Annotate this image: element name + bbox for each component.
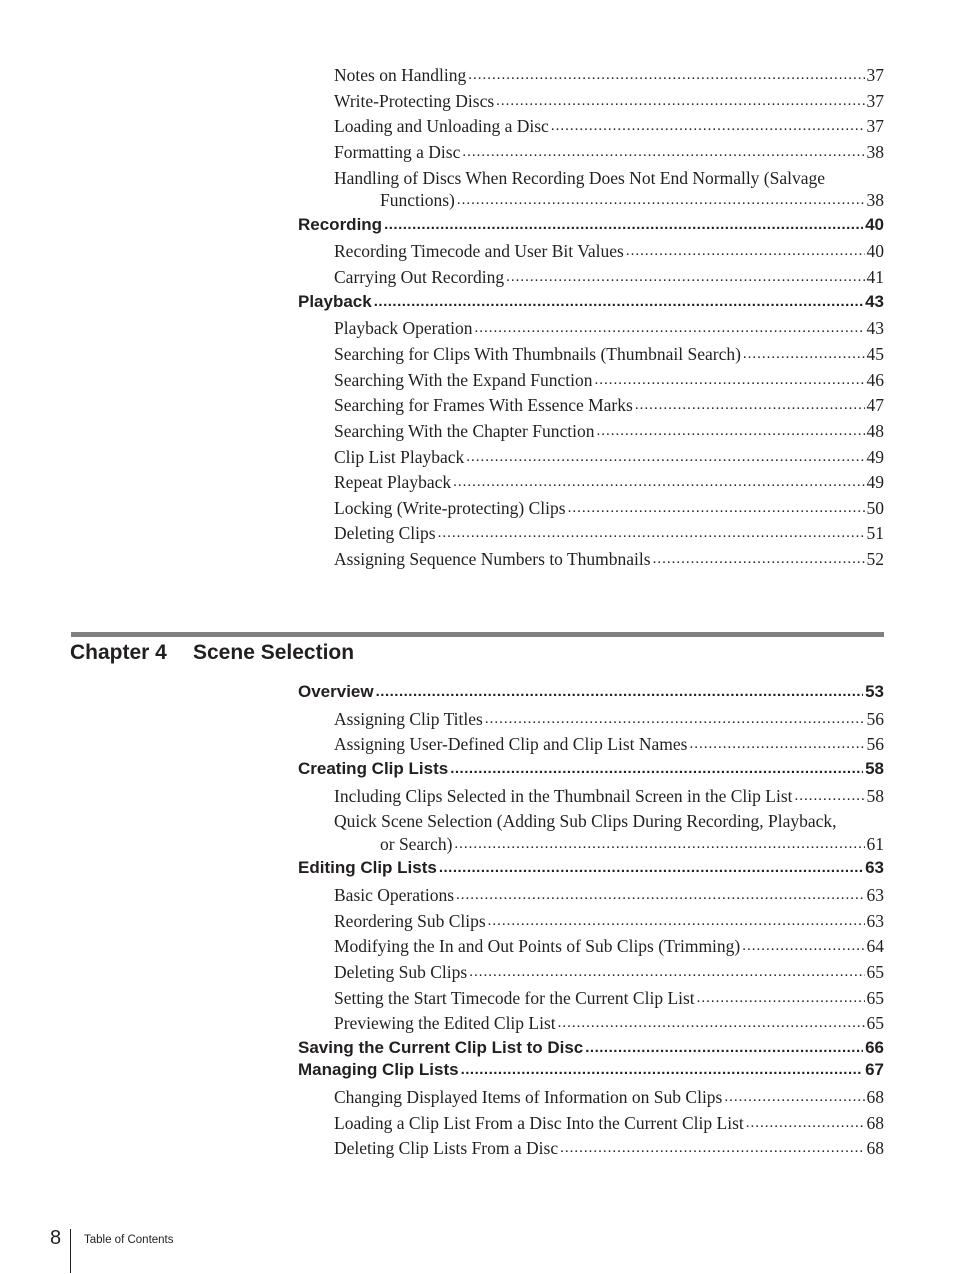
dot-leader <box>438 522 865 544</box>
toc-entry[interactable] <box>334 240 884 262</box>
toc-entry-title: Changing Displayed Items of Information on Sub Clips <box>334 1087 723 1107</box>
toc-section-page: 66 <box>865 1038 884 1057</box>
toc-entry-page: 68 <box>866 1113 884 1133</box>
dot-leader <box>469 961 864 983</box>
toc-entry-page: 38 <box>866 142 884 162</box>
toc-entry-salvage-line2[interactable] <box>380 189 884 211</box>
toc-entry[interactable] <box>334 471 884 493</box>
toc-entry-page: 63 <box>866 911 884 931</box>
toc-entry-title: Searching for Frames With Essence Marks <box>334 395 633 415</box>
dot-leader <box>697 987 865 1009</box>
toc-entry-title: Loading a Clip List From a Disc Into the Current Clip List <box>334 1113 744 1133</box>
dot-leader <box>439 857 863 879</box>
toc-entry-title: Deleting Sub Clips <box>334 962 468 982</box>
toc-entry[interactable] <box>334 733 884 755</box>
toc-entry-page: 38 <box>866 190 884 210</box>
dot-leader <box>496 90 864 112</box>
dot-leader <box>457 189 865 211</box>
toc-entry-page: 61 <box>866 834 884 854</box>
toc-entry-page: 41 <box>866 267 884 287</box>
toc-section-page: 58 <box>865 759 884 778</box>
dot-leader <box>462 141 864 163</box>
chapter-heading[interactable] <box>70 639 354 667</box>
toc-entry-page: 49 <box>866 447 884 467</box>
toc-entry-page: 43 <box>866 318 884 338</box>
toc-entry-title: Locking (Write-protecting) Clips <box>334 498 566 518</box>
toc-entry[interactable] <box>334 446 884 468</box>
toc-entry[interactable] <box>334 522 884 544</box>
toc-entry-title: Playback Operation <box>334 318 473 338</box>
toc-entry[interactable] <box>334 394 884 416</box>
toc-entry-title: Assigning Sequence Numbers to Thumbnails <box>334 549 651 569</box>
toc-entry-title: Write-Protecting Discs <box>334 91 495 111</box>
toc-entry-page: 48 <box>866 421 884 441</box>
toc-section-title: Creating Clip Lists <box>298 759 449 778</box>
toc-entry-quick-scene-line2[interactable] <box>380 833 884 855</box>
dot-leader <box>461 1059 864 1081</box>
dot-leader <box>724 1086 864 1108</box>
toc-entry-page: 68 <box>866 1138 884 1158</box>
toc-entry-notes-on-handling[interactable] <box>334 64 884 86</box>
toc-entry[interactable] <box>334 343 884 365</box>
toc-section-saving-clip-list[interactable] <box>298 1037 884 1059</box>
chapter-divider <box>71 632 884 637</box>
chapter-title: Scene Selection <box>193 641 355 664</box>
dot-leader <box>568 497 865 519</box>
dot-leader <box>742 935 864 957</box>
toc-entry-page: 63 <box>866 885 884 905</box>
toc-entry-title: Searching for Clips With Thumbnails (Thumbnail Search) <box>334 344 741 364</box>
dot-leader <box>595 369 865 391</box>
toc-entry-title: Recording Timecode and User Bit Values <box>334 241 624 261</box>
toc-entry-title: Modifying the In and Out Points of Sub Clips (Trimming) <box>334 936 741 956</box>
toc-entry-title: Basic Operations <box>334 885 455 905</box>
dot-leader <box>551 115 865 137</box>
toc-entry-quick-scene-line1[interactable]: Quick Scene Selection (Adding Sub Clips During Recording, Playback, <box>334 811 837 831</box>
toc-entry-title: Repeat Playback <box>334 472 452 492</box>
dot-leader <box>485 708 865 730</box>
toc-entry-title: Assigning Clip Titles <box>334 709 483 729</box>
toc-entry-title: Loading and Unloading a Disc <box>334 116 549 136</box>
toc-entry-title: Deleting Clips <box>334 523 436 543</box>
toc-section-page: 40 <box>865 215 884 234</box>
dot-leader <box>626 240 865 262</box>
toc-entry-loading-unloading-disc[interactable] <box>334 115 884 137</box>
dot-leader <box>746 1112 865 1134</box>
dot-leader <box>466 446 864 468</box>
dot-leader <box>558 1012 865 1034</box>
toc-entry-page: 49 <box>866 472 884 492</box>
toc-entry[interactable] <box>334 420 884 442</box>
toc-entry[interactable] <box>334 497 884 519</box>
dot-leader <box>450 758 863 780</box>
toc-entry-title: Reordering Sub Clips <box>334 911 486 931</box>
toc-entry[interactable] <box>334 987 884 1009</box>
toc-entry[interactable] <box>334 1012 884 1034</box>
toc-section-title: Editing Clip Lists <box>298 858 437 877</box>
dot-leader <box>596 420 864 442</box>
dot-leader <box>635 394 865 416</box>
dot-leader <box>453 471 864 493</box>
toc-entry[interactable] <box>334 961 884 983</box>
toc-entry-title: Searching With the Chapter Function <box>334 421 595 441</box>
page-number: 8 <box>50 1227 62 1249</box>
toc-entry-page: 37 <box>866 91 884 111</box>
toc-entry-title: Functions) <box>380 190 455 210</box>
toc-entry-title: Assigning User-Defined Clip and Clip List Names <box>334 734 688 754</box>
dot-leader <box>376 681 863 703</box>
toc-entry-page: 46 <box>866 370 884 390</box>
toc-section-page: 67 <box>865 1060 884 1079</box>
toc-entry[interactable] <box>334 317 884 339</box>
toc-entry-page: 65 <box>866 962 884 982</box>
toc-section-managing-clip-lists[interactable] <box>298 1059 884 1081</box>
dot-leader <box>690 733 865 755</box>
toc-entry[interactable] <box>334 1112 884 1134</box>
toc-section-overview[interactable] <box>298 681 884 703</box>
toc-entry-title: Previewing the Edited Clip List <box>334 1013 556 1033</box>
toc-entry-title: Clip List Playback <box>334 447 465 467</box>
toc-entry-title: Searching With the Expand Function <box>334 370 593 390</box>
toc-entry-title: Formatting a Disc <box>334 142 461 162</box>
toc-section-playback[interactable] <box>298 291 884 313</box>
dot-leader <box>374 291 863 313</box>
toc-section-title: Managing Clip Lists <box>298 1060 459 1079</box>
toc-entry-salvage-line1[interactable]: Handling of Discs When Recording Does Not End Normally (Salvage <box>334 168 826 188</box>
toc-section-page: 63 <box>865 858 884 877</box>
dot-leader <box>743 343 865 365</box>
toc-entry-page: 51 <box>866 523 884 543</box>
toc-entry[interactable] <box>334 910 884 932</box>
toc-entry-page: 47 <box>866 395 884 415</box>
toc-section-recording[interactable] <box>298 214 884 236</box>
dot-leader <box>506 266 864 288</box>
toc-entry-page: 58 <box>866 786 884 806</box>
toc-entry-page: 56 <box>866 734 884 754</box>
toc-section-editing-clip-lists[interactable] <box>298 857 884 879</box>
toc-entry[interactable] <box>334 266 884 288</box>
toc-section-title: Recording <box>298 215 383 234</box>
dot-leader <box>384 214 863 236</box>
toc-entry-page: 52 <box>866 549 884 569</box>
dot-leader <box>560 1137 864 1159</box>
toc-entry-page: 37 <box>866 65 884 85</box>
toc-entry-title: Setting the Start Timecode for the Current Clip List <box>334 988 695 1008</box>
toc-entry-formatting-disc[interactable] <box>334 141 884 163</box>
toc-section-creating-clip-lists[interactable] <box>298 758 884 780</box>
toc-entry-write-protecting-discs[interactable] <box>334 90 884 112</box>
toc-entry-page: 50 <box>866 498 884 518</box>
dot-leader <box>468 64 864 86</box>
toc-section-page: 43 <box>865 292 884 311</box>
toc-entry[interactable] <box>334 548 884 570</box>
toc-entry-title: Deleting Clip Lists From a Disc <box>334 1138 559 1158</box>
toc-entry-page: 37 <box>866 116 884 136</box>
toc-section-page: 53 <box>865 682 884 701</box>
toc-section-title: Playback <box>298 292 372 311</box>
toc-entry-page: 65 <box>866 1013 884 1033</box>
dot-leader <box>454 833 864 855</box>
toc-entry[interactable] <box>334 369 884 391</box>
toc-entry-page: 40 <box>866 241 884 261</box>
dot-leader <box>456 884 864 906</box>
toc-entry[interactable] <box>334 1137 884 1159</box>
footer-section-label: Table of Contents <box>84 1234 174 1246</box>
toc-section-title: Saving the Current Clip List to Disc <box>298 1038 584 1057</box>
toc-entry-page: 45 <box>866 344 884 364</box>
dot-leader <box>585 1037 863 1059</box>
dot-leader <box>488 910 865 932</box>
toc-entry-page: 65 <box>866 988 884 1008</box>
toc-entry[interactable] <box>334 785 884 807</box>
toc-entry[interactable] <box>334 884 884 906</box>
dot-leader <box>795 785 865 807</box>
toc-section-title: Overview <box>298 682 374 701</box>
toc-entry-page: 64 <box>866 936 884 956</box>
toc-entry-title: Carrying Out Recording <box>334 267 505 287</box>
toc-entry-page: 56 <box>866 709 884 729</box>
toc-entry-title: or Search) <box>380 834 453 854</box>
dot-leader <box>475 317 865 339</box>
toc-entry[interactable] <box>334 708 884 730</box>
footer-divider <box>70 1229 71 1273</box>
toc-entry[interactable] <box>334 1086 884 1108</box>
toc-entry-title: Notes on Handling <box>334 65 467 85</box>
toc-entry[interactable] <box>334 935 884 957</box>
chapter-number: Chapter 4 <box>70 641 167 664</box>
toc-entry-page: 68 <box>866 1087 884 1107</box>
dot-leader <box>653 548 865 570</box>
toc-entry-title: Including Clips Selected in the Thumbnail Screen in the Clip List <box>334 786 793 806</box>
